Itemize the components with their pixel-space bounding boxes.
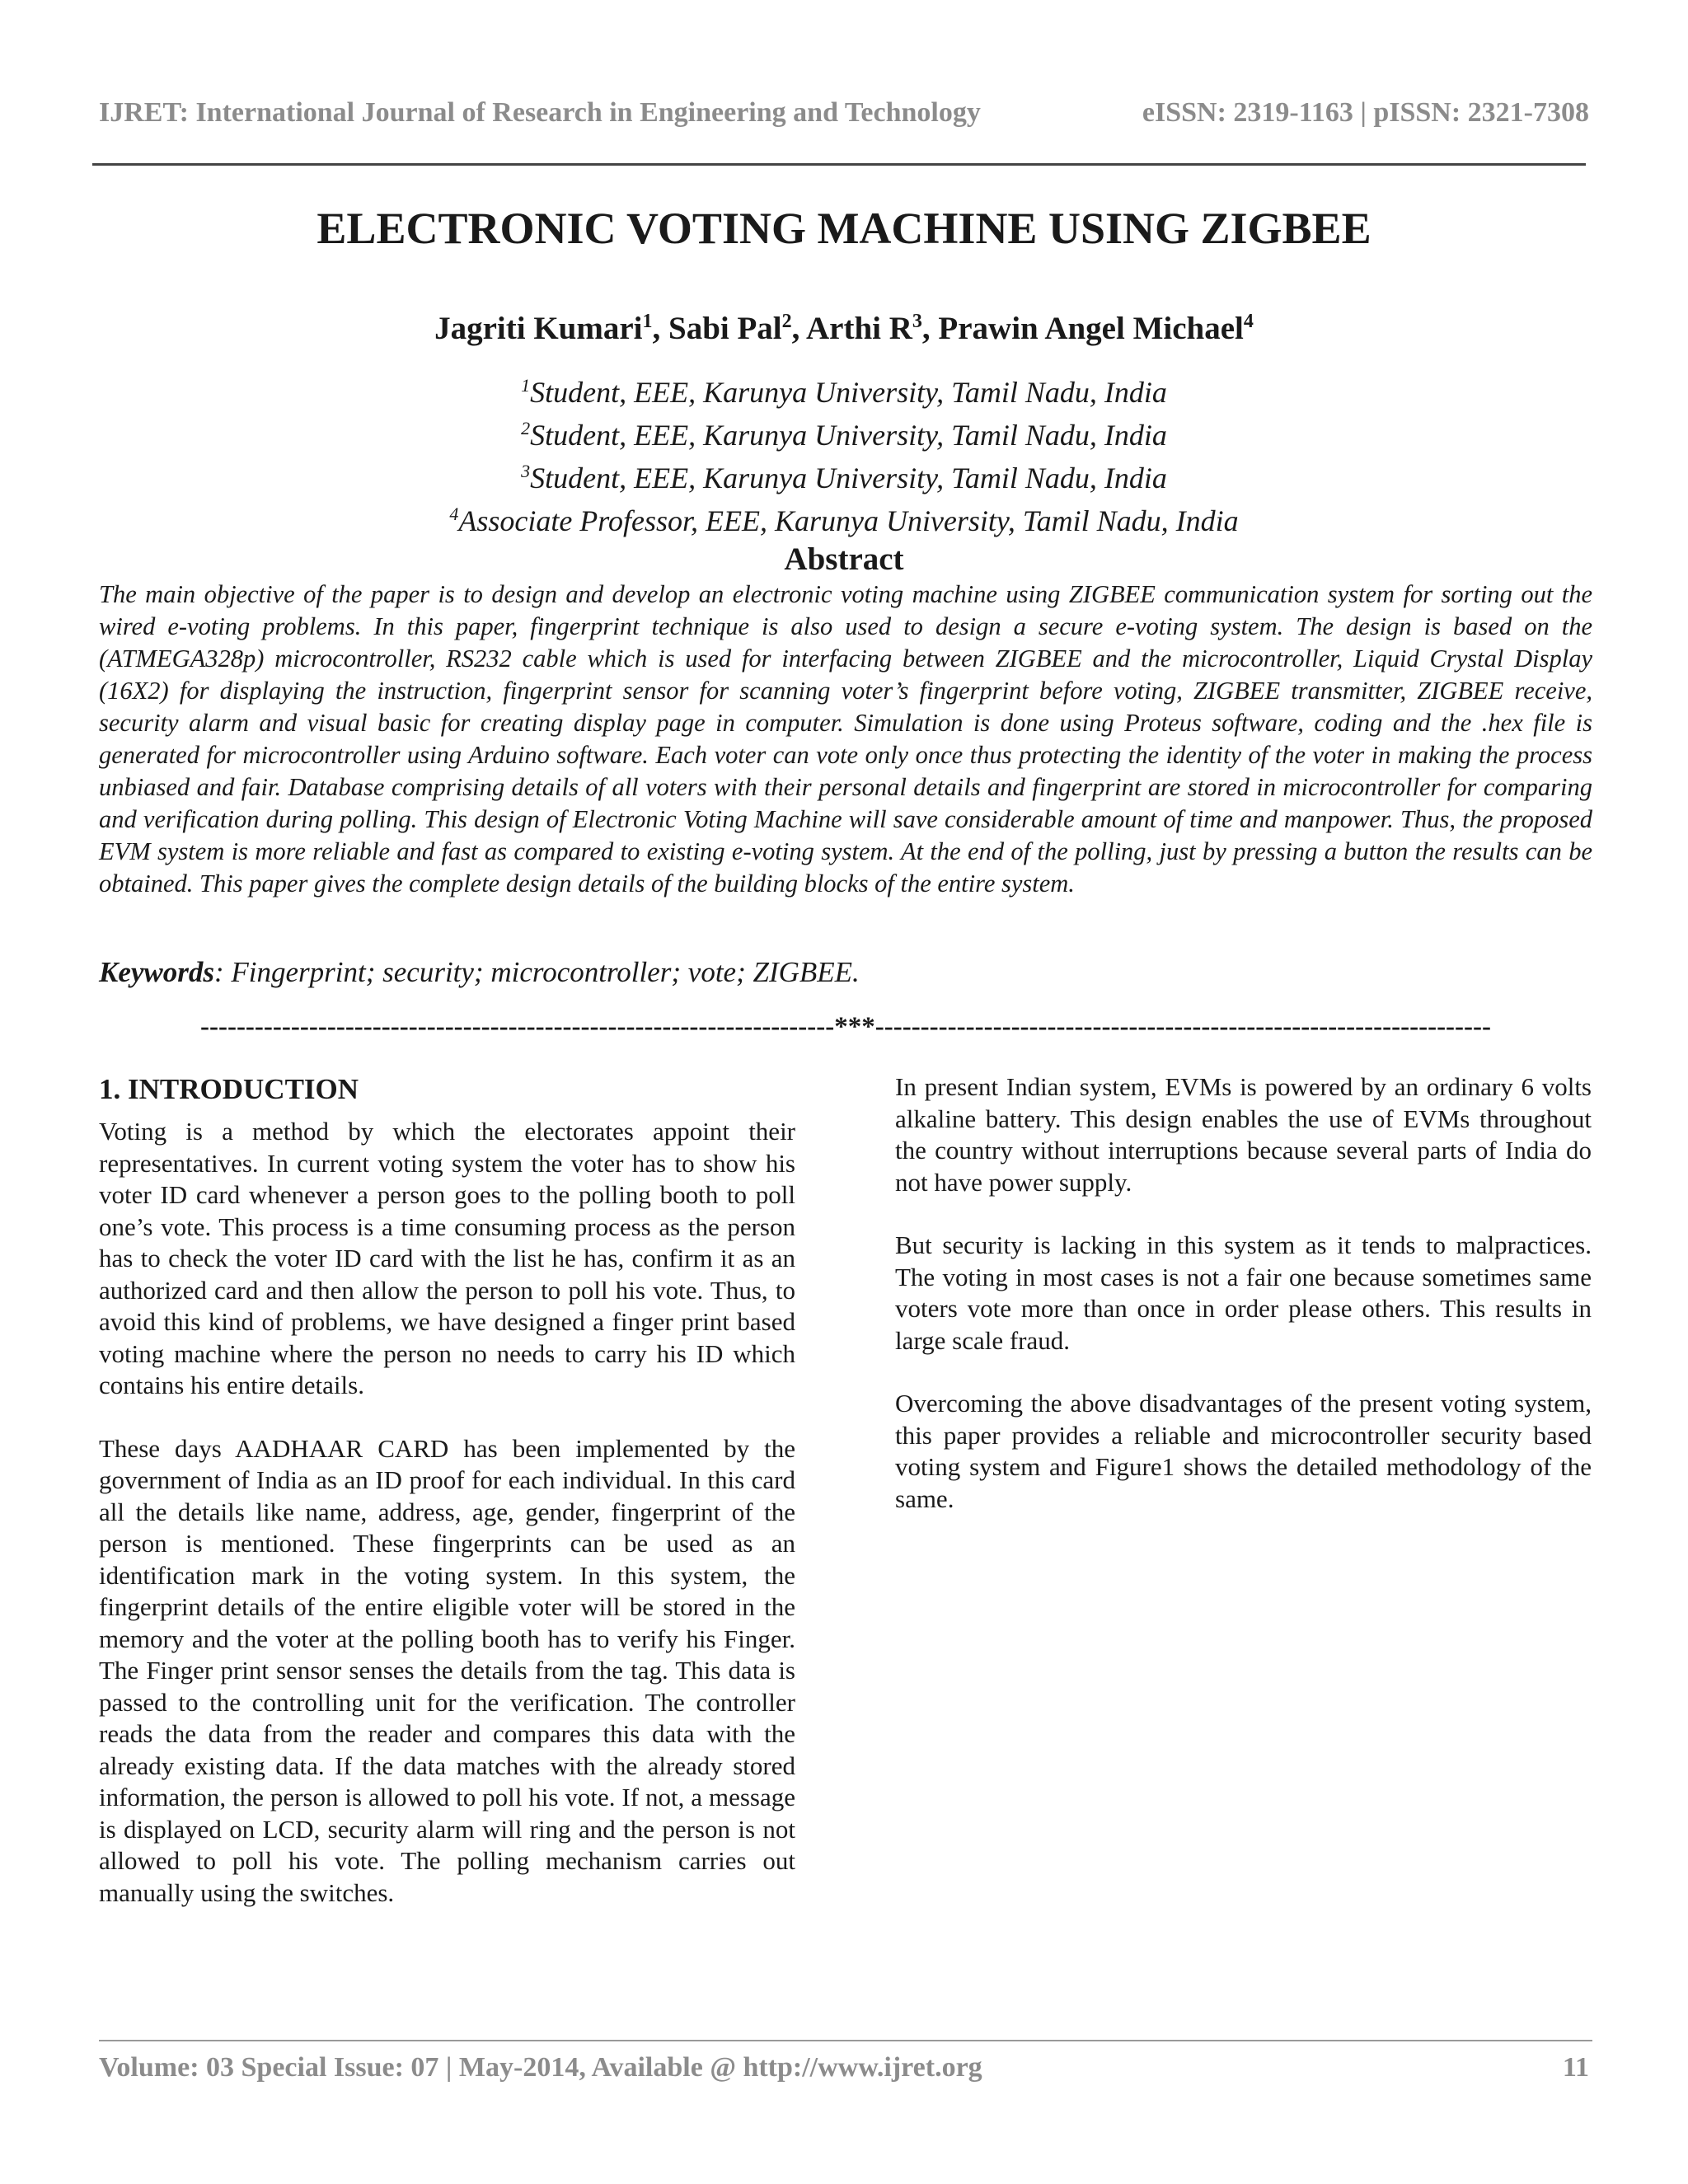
author-sup: 4: [1243, 311, 1254, 332]
affiliation-text: Student, EEE, Karunya University, Tamil Nadu, India: [530, 376, 1167, 409]
header-rule: [92, 163, 1586, 166]
author-sup: 2: [781, 311, 792, 332]
affiliation: [0, 410, 1688, 453]
author-list: Jagriti Kumari$^1$, Sabi Pal$^2$, Arthi $R^3$, Prawin Angel Michael$^4$: [434, 311, 1254, 346]
footer-volume: Volume: 03 Special Issue: 07 | May-2014, Available @ http://www.ijret.org: [99, 2052, 982, 2083]
author-sup: 1: [642, 311, 653, 332]
author-name: Arthi R: [806, 311, 912, 346]
author-name: Sabi Pal: [668, 311, 782, 346]
affiliation: [0, 368, 1688, 410]
paragraph: In present Indian system, EVMs is powered by an ordinary 6 volts alkaline battery. This design enables the use of EVMs throughout the country without interruptions because several parts of India do not have power supply.: [895, 1072, 1592, 1197]
abstract-text: The main objective of the paper is to design and develop an electronic voting machine using ZIGBEE communication system for sorting out the wired e-voting problems. In this paper, fingerprint technique is also used to design a secure e-voting system. The design is based on the (ATMEGA328p) microcontroller, RS232 cable which is used for interfacing between ZIGBEE and the microcontroller, Liquid Crystal Display (16X2) for displaying the instruction, fingerprint sensor for scanning voter’s fingerprint before voting, ZIGBEE transmitter, ZIGBEE receive, security alarm and visual basic for creating display page in computer. Simulation is done using Proteus software, coding and the .hex file is generated for microcontroller using Arduino software. Each voter can vote only once thus protecting the identity of the voter in making the process unbiased and fair. Database comprising details of all voters with their personal details and fingerprint are stored in microcontroller for comparing and verification during polling. This design of Electronic Voting Machine will save considerable amount of time and manpower. Thus, the proposed EVM system is more reliable and fast as compared to existing e-voting system. At the end of the polling, just by pressing a button the results can be obtained. This paper gives the complete design details of the building blocks of the entire system.: [99, 580, 1592, 898]
affiliation: [0, 453, 1688, 496]
author-name: Prawin Angel Michael: [938, 311, 1244, 346]
affiliation-sup: 3: [521, 461, 531, 481]
section-separator: ----------------------------------------------------------------------***--------------------------------------------------------------------: [199, 1012, 1492, 1042]
affiliation-sup: 2: [521, 418, 531, 438]
paragraph: But security is lacking in this system as it tends to malpractices. The voting in most cases is not a fair one because sometimes same voters vote more than once in order please others. This results in large scale fraud.: [895, 1230, 1592, 1355]
keywords-label: Keywords: [99, 956, 214, 988]
author-name: Jagriti Kumari: [434, 311, 643, 346]
paragraph: Voting is a method by which the electorates appoint their representatives. In current voting system the voter has to show his voter ID card whenever a person goes to the polling booth to poll one’s vote. This process is a time consuming process as the person has to check the voter ID card with the list he has, confirm it as an authorized card and then allow the person to poll his vote. Thus, to avoid this kind of problems, we have designed a finger print based voting machine where the person no needs to carry his ID which contains his entire details.: [99, 1117, 795, 1399]
section-heading: 1. INTRODUCTION: [99, 1073, 359, 1105]
paper-title: ELECTRONIC VOTING MACHINE USING ZIGBEE: [316, 204, 1372, 253]
affiliation-sup: 4: [449, 504, 459, 524]
affiliation: [0, 496, 1688, 539]
abstract-heading: Abstract: [784, 541, 904, 577]
affiliation-text: Student, EEE, Karunya University, Tamil Nadu, India: [530, 419, 1167, 452]
paragraph: Overcoming the above disadvantages of the present voting system, this paper provides a reliable and microcontroller security based voting system and Figure1 shows the detailed methodology of the same.: [895, 1389, 1592, 1513]
page-number: 11: [1562, 2052, 1589, 2083]
left-column: [99, 1071, 795, 1940]
affiliation-sup: 1: [521, 375, 531, 396]
affiliation-list: [0, 368, 1688, 539]
journal-name: IJRET: International Journal of Research in Engineering and Technology: [99, 97, 981, 128]
affiliation-text: Associate Professor, EEE, Karunya University, Tamil Nadu, India: [458, 504, 1239, 537]
issn-numbers: eISSN: 2319-1163 | pISSN: 2321-7308: [1142, 97, 1589, 128]
author-sup: 3: [912, 311, 922, 332]
keywords-line: [99, 956, 1592, 989]
right-column: [895, 1071, 1592, 1546]
paragraph: These days AADHAAR CARD has been implemented by the government of India as an ID proof for each individual. In this card all the details like name, address, age, gender, fingerprint of the person is mentioned. These fingerprints can be used as an identification mark in the voting system. In this system, the fingerprint details of the entire eligible voter will be stored in the memory and the voter at the polling booth has to verify his Finger. The Finger print sensor senses the details from the tag. This data is passed to the controlling unit for the verification. The controller reads the data from the reader and compares this data with the already existing data. If the data matches with the already stored information, the person is allowed to poll his vote. If not, a message is displayed on LCD, security alarm will ring and the person is not allowed to poll his vote. The polling mechanism carries out manually using the switches.: [99, 1433, 795, 1907]
keywords-text: : Fingerprint; security; microcontroller; vote; ZIGBEE.: [214, 956, 860, 988]
footer-rule: [99, 2040, 1592, 2041]
affiliation-text: Student, EEE, Karunya University, Tamil Nadu, India: [530, 462, 1167, 494]
